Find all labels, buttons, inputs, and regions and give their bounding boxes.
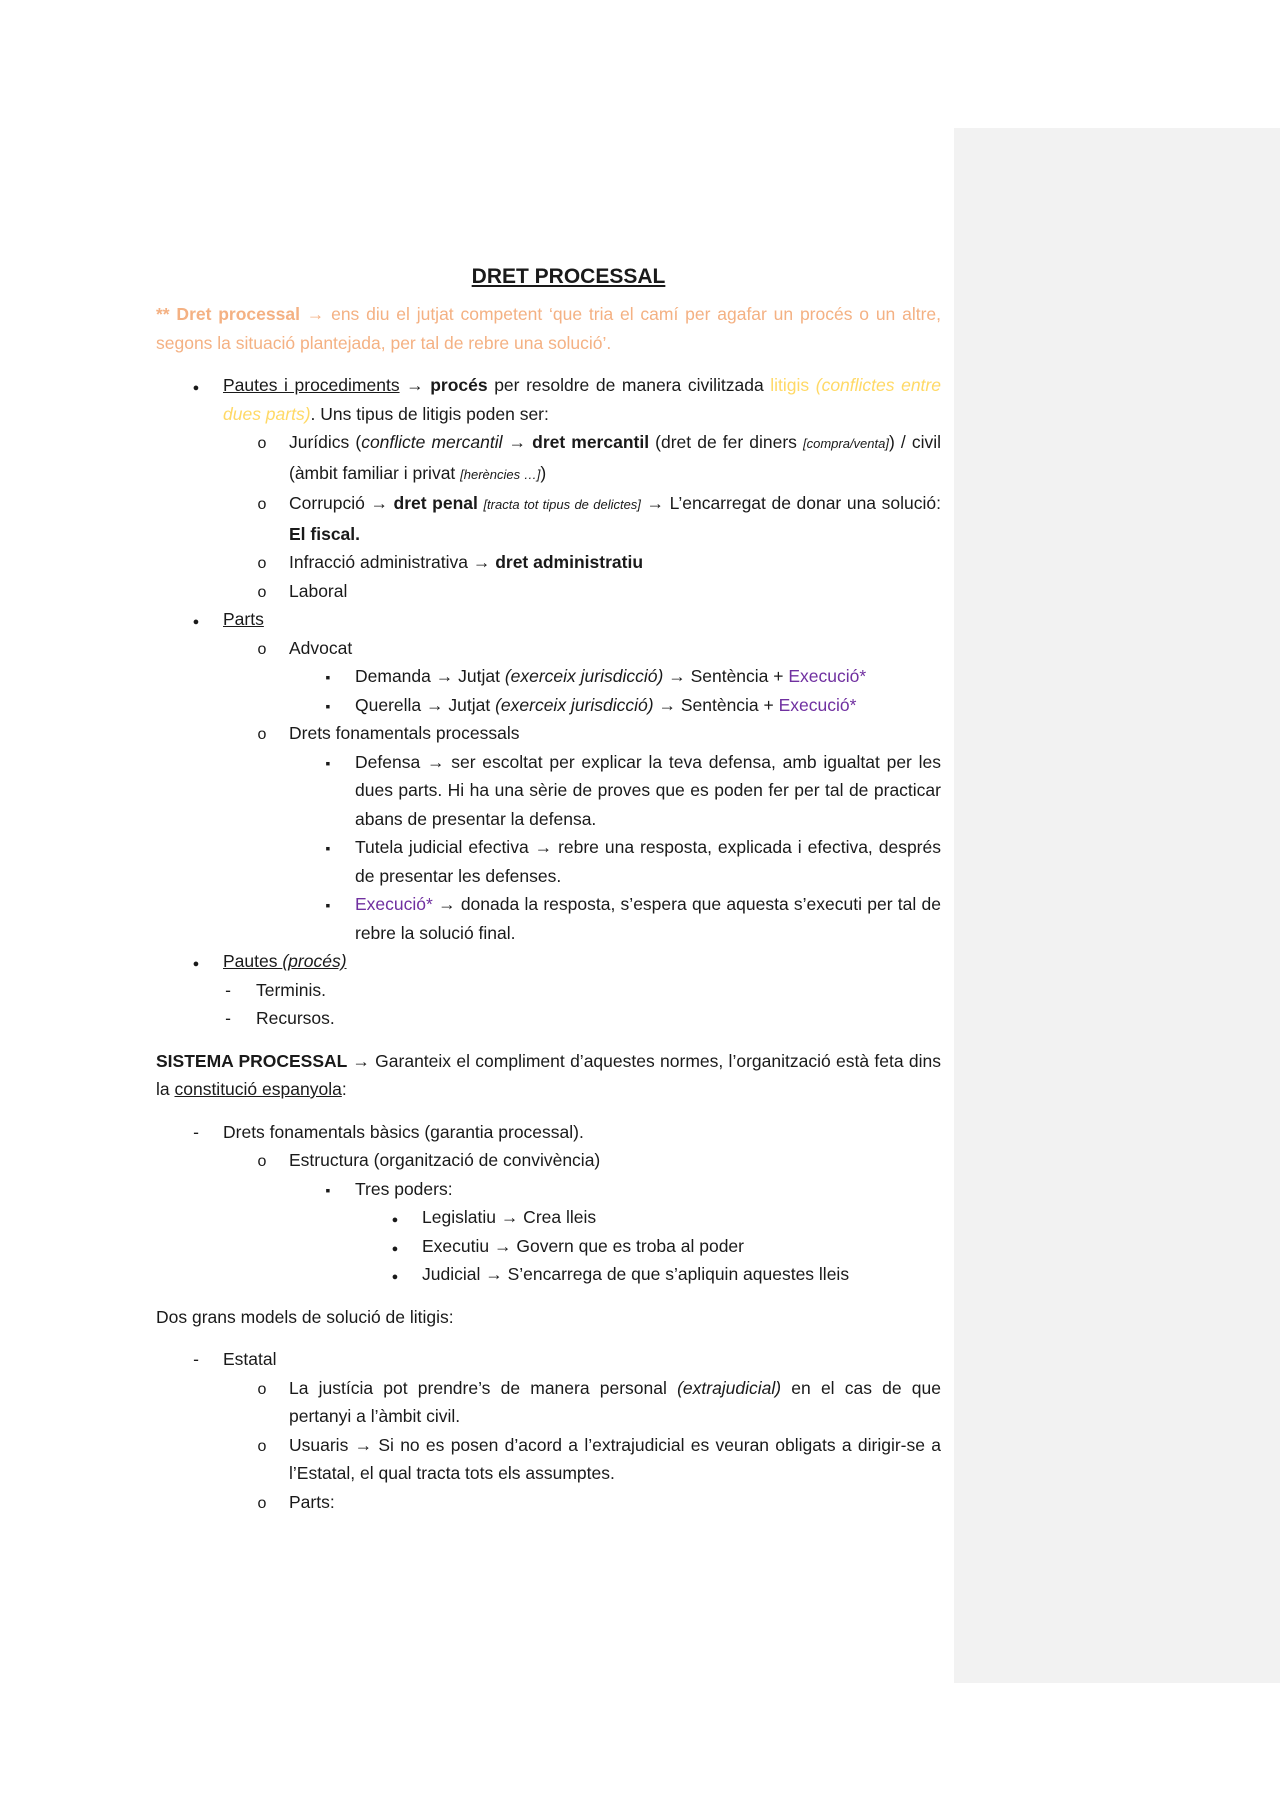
square-bullet-icon [318, 1175, 338, 1205]
conflictes-highlight: (conflictes entre dues parts) [223, 375, 941, 424]
circle-bullet-icon [252, 634, 272, 665]
list-item [156, 605, 941, 634]
list-item [156, 1146, 941, 1175]
bullet-icon [186, 947, 206, 979]
sistema-text: Garanteix el compliment d’aquestes normes, l’organització està feta dins la [156, 1050, 942, 1099]
list-item [156, 489, 941, 548]
arrow-icon: → [426, 694, 444, 715]
arrow-icon: → [493, 1235, 512, 1256]
circle-bullet-icon [252, 719, 272, 750]
list-item [156, 1232, 941, 1261]
laboral-text: Laboral [289, 580, 348, 601]
dash-bullet-icon [218, 1004, 238, 1033]
list-item [156, 719, 941, 748]
estatal-text: Estatal [223, 1349, 277, 1369]
list-item [156, 748, 941, 834]
models-parts-text: Parts: [289, 1491, 335, 1512]
list-item [156, 1345, 941, 1374]
list-item [156, 1488, 941, 1517]
tutela-text: rebre una resposta, explicada i efectiva, després de presentar les defenses. [355, 837, 941, 886]
arrow-icon: → [646, 493, 664, 513]
arrow-icon: → [472, 552, 491, 572]
arrow-icon: → [426, 751, 445, 772]
parts-label: Parts [223, 609, 264, 629]
querella-sentencia: Sentència + [675, 694, 779, 715]
bullet-icon [385, 1232, 405, 1264]
terminis-text: Terminis. [256, 979, 327, 1000]
advocat-text: Advocat [289, 637, 353, 658]
legislatiu-label: Legislatiu [422, 1207, 501, 1227]
litigis-highlight: litigis [770, 375, 810, 395]
list-item [156, 1374, 941, 1431]
list-item [156, 947, 941, 976]
arrow-icon: → [354, 1434, 373, 1455]
sistema-paragraph [156, 1047, 941, 1104]
circle-bullet-icon [252, 489, 272, 520]
arrow-icon: → [534, 837, 553, 857]
list-item [156, 548, 941, 577]
querella-jutjat: Jutjat [443, 694, 496, 715]
usuaris-label: Usuaris [289, 1434, 355, 1455]
list-item [156, 371, 941, 428]
corrupcio-bold: dret penal [393, 493, 478, 513]
demanda-italic: (exerceix jurisdicció) [504, 666, 664, 686]
intro-text: ens diu el jutjat competent ‘que tria el camí per agafar un procés o un altre, segons la situació plantejada, per tal de rebre una solució’. [156, 304, 941, 353]
list-item [156, 1004, 941, 1033]
page-title: DRET PROCESSAL [471, 265, 666, 288]
corrupcio-text-2: L’encarregat de donar una solució: [664, 493, 941, 513]
juridics-text-2: (dret de fer diners [649, 432, 803, 452]
list-item [156, 1175, 941, 1204]
corrupcio-small: [tracta tot tipus de delictes] [483, 497, 641, 512]
arrow-icon: → [485, 1264, 503, 1284]
tutela-label: Tutela judicial efectiva [355, 837, 535, 857]
pautes-label: Pautes i procediments [223, 375, 400, 395]
corrupcio-fiscal: El fiscal. [289, 523, 361, 544]
circle-bullet-icon [252, 1146, 272, 1177]
circle-bullet-icon [252, 428, 272, 459]
arrow-icon: → [435, 666, 454, 686]
demanda-execucio: Execució* [788, 666, 867, 686]
executiu-text: Govern que es troba al poder [511, 1235, 744, 1256]
intro-lead: ** Dret processal [156, 304, 300, 324]
juridics-small-2: [herències …] [460, 466, 541, 482]
arrow-icon: → [306, 304, 325, 324]
defensa-text: ser escoltat per explicar la teva defensa, amb igualtat per les dues parts. Hi ha una sèrie de proves que es poden fer per tal de practicar abans de presentar la defensa. [355, 751, 942, 829]
intro-paragraph [156, 300, 941, 357]
execucio-text: donada la resposta, s’espera que aquesta s’executi per tal de rebre la solució final. [355, 894, 941, 943]
justicia-italic: (extrajudicial) [677, 1377, 782, 1398]
juridics-text: Jurídics ( [289, 432, 362, 452]
juridics-small: [compra/venta] [802, 436, 889, 451]
pautes-list [156, 371, 941, 1033]
bullet-icon [385, 1203, 405, 1235]
square-bullet-icon [318, 748, 338, 778]
square-bullet-icon [318, 691, 338, 721]
demanda-sentencia: Sentència + [685, 666, 789, 686]
sistema-title: SISTEMA PROCESSAL [156, 1050, 353, 1071]
circle-bullet-icon [252, 548, 272, 579]
estructura-text: Estructura (organització de convivència) [289, 1150, 601, 1170]
circle-bullet-icon [252, 1488, 272, 1519]
querella-execucio: Execució* [778, 694, 857, 715]
demanda-jutjat: Jutjat [453, 666, 505, 686]
executiu-label: Executiu [422, 1235, 494, 1256]
infraccio-text: Infracció administrativa [289, 552, 473, 572]
dash-bullet-icon [186, 1345, 206, 1374]
circle-bullet-icon [252, 1374, 272, 1405]
list-item [156, 1203, 941, 1232]
arrow-icon: → [406, 375, 424, 395]
judicial-label: Judicial [422, 1264, 486, 1284]
defensa-label: Defensa [355, 751, 427, 772]
pautes-text-2: . Uns tipus de litigis poden ser: [310, 403, 549, 424]
bullet-icon [186, 371, 206, 403]
dash-bullet-icon [218, 976, 238, 1005]
demanda-text: Demanda [355, 666, 436, 686]
list-item [156, 1431, 941, 1488]
corrupcio-text: Corrupció [289, 493, 371, 513]
square-bullet-icon [318, 890, 338, 920]
pautes-bold: procés [430, 375, 488, 395]
list-item [156, 1260, 941, 1289]
square-bullet-icon [318, 833, 338, 863]
pautes-text: per resoldre de manera civilitzada [487, 375, 771, 395]
arrow-icon: → [668, 666, 686, 686]
circle-bullet-icon [252, 1431, 272, 1462]
arrow-icon: → [500, 1207, 519, 1227]
juridics-text-3: ) / civil (àmbit familiar i privat [289, 432, 941, 483]
dash-bullet-icon [186, 1118, 206, 1147]
list-item [156, 577, 941, 606]
circle-bullet-icon [252, 577, 272, 608]
juridics-close: ) [540, 462, 547, 483]
arrow-icon: → [658, 694, 676, 715]
constitucio-text: constitució espanyola [174, 1079, 342, 1099]
infraccio-bold: dret administratiu [495, 552, 644, 572]
justicia-text: La justícia pot prendre’s de manera personal [289, 1377, 678, 1398]
models-intro: Dos grans models de solució de litigis: [156, 1306, 454, 1327]
list-item [156, 833, 941, 890]
justicia-text-2: en el cas de que pertanyi a l’àmbit civil. [289, 1377, 941, 1426]
list-item [156, 662, 941, 691]
sistema-list [156, 1118, 941, 1289]
arrow-icon: → [438, 894, 456, 914]
querella-italic: (exerceix jurisdicció) [495, 694, 654, 715]
sistema-colon: : [341, 1079, 347, 1099]
querella-text: Querella [355, 694, 427, 715]
legislatiu-text: Crea lleis [518, 1207, 597, 1227]
list-item [156, 428, 941, 489]
judicial-text: S’encarrega de que s’apliquin aquestes lleis [502, 1264, 850, 1284]
drets-text: Drets fonamentals processals [289, 723, 520, 743]
execucio-label: Execució* [355, 894, 433, 914]
arrow-icon: → [352, 1050, 370, 1071]
bullet-icon [385, 1260, 405, 1292]
bullet-icon [186, 605, 206, 637]
pautes2-label: Pautes [223, 951, 283, 971]
usuaris-text: Si no es posen d’acord a l’extrajudicial es veuran obligats a dirigir-se a l’Estatal, el qual tracta tots els assumptes. [289, 1434, 941, 1483]
juridics-bold: dret mercantil [532, 432, 650, 452]
list-item [156, 634, 941, 663]
juridics-italic: conflicte mercantil [361, 432, 503, 452]
arrow-icon: → [370, 493, 388, 513]
list-item [156, 976, 941, 1005]
list-item [156, 890, 941, 947]
drets-basics-text: Drets fonamentals bàsics (garantia processal). [223, 1121, 584, 1142]
recursos-text: Recursos. [256, 1008, 335, 1028]
arrow-icon: → [508, 432, 527, 452]
list-item [156, 691, 941, 720]
comment-margin-panel [954, 128, 1280, 1683]
square-bullet-icon [318, 662, 338, 692]
models-list [156, 1345, 941, 1516]
poders-text: Tres poders: [355, 1178, 453, 1199]
list-item [156, 1118, 941, 1147]
document-page [156, 258, 941, 1516]
pautes2-italic: (procés) [282, 951, 347, 971]
